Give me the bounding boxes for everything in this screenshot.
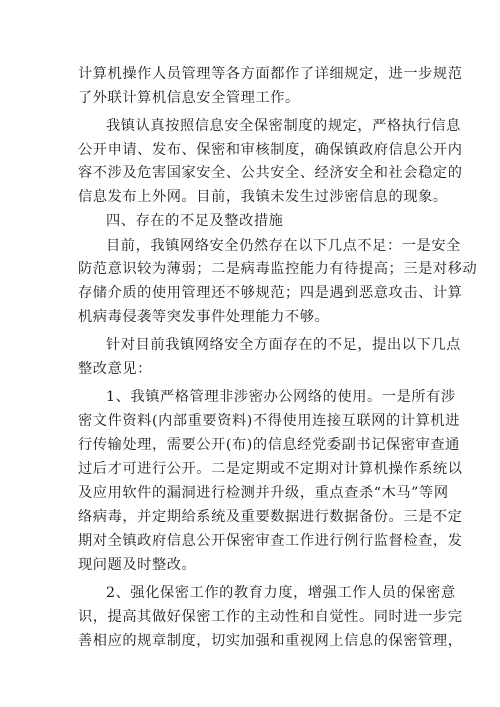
text-line: 针对目前我镇网络安全方面存在的不足，提出以下几点 bbox=[106, 337, 461, 353]
text-line: 计算机操作人员管理等各方面都作了详细规定，进一步规范 bbox=[78, 66, 463, 82]
text-line: 现问题及时整改。 bbox=[78, 557, 197, 573]
text-line: 整改意见： bbox=[78, 361, 152, 377]
text-line: 了外联计算机信息安全管理工作。 bbox=[78, 90, 300, 106]
text-line: 机病毒侵袭等突发事件处理能力不够。 bbox=[78, 309, 330, 325]
text-line: 络病毒，并定期给系统及重要数据进行数据备份。三是不定 bbox=[78, 509, 463, 525]
text-line: 存储介质的使用管理还不够规范；四是遇到恶意攻击、计算 bbox=[78, 285, 463, 301]
text-line: 过后才可进行公开。二是定期或不定期对计算机操作系统以 bbox=[78, 461, 463, 477]
section-heading: 四、存在的不足及整改措施 bbox=[106, 213, 284, 229]
text-line: 期对全镇政府信息公开保密审查工作进行例行监督检查，发 bbox=[78, 533, 463, 549]
text-line: 密文件资料(内部重要资料)不得使用连接互联网的计算机进 bbox=[78, 413, 460, 429]
text-line: 及应用软件的漏洞进行检测并升级，重点查杀“木马”等网 bbox=[78, 485, 449, 501]
text-line: 善相应的规章制度，切实加强和重视网上信息的保密管理， bbox=[78, 633, 463, 649]
text-line: 2、强化保密工作的教育力度，增强工作人员的保密意 bbox=[106, 585, 456, 601]
text-line: 我镇认真按照信息安全保密制度的规定，严格执行信息 bbox=[106, 118, 461, 134]
text-line: 信息发布上外网。目前，我镇未发生过涉密信息的现象。 bbox=[78, 189, 448, 205]
text-line: 公开申请、发布、保密和审核制度，确保镇政府信息公开内 bbox=[78, 142, 463, 158]
text-line: 识，提高其做好保密工作的主动性和自觉性。同时进一步完 bbox=[78, 609, 463, 625]
text-line: 行传输处理，需要公开(布)的信息经党委副书记保密审查通 bbox=[78, 437, 460, 453]
text-line: 容不涉及危害国家安全、公共安全、经济安全和社会稳定的 bbox=[78, 165, 463, 181]
text-line: 1、我镇严格管理非涉密办公网络的使用。一是所有涉 bbox=[106, 389, 456, 405]
text-line: 防范意识较为薄弱；二是病毒监控能力有待提高；三是对移动 bbox=[78, 261, 478, 277]
text-line: 目前，我镇网络安全仍然存在以下几点不足：一是安全 bbox=[106, 238, 461, 254]
